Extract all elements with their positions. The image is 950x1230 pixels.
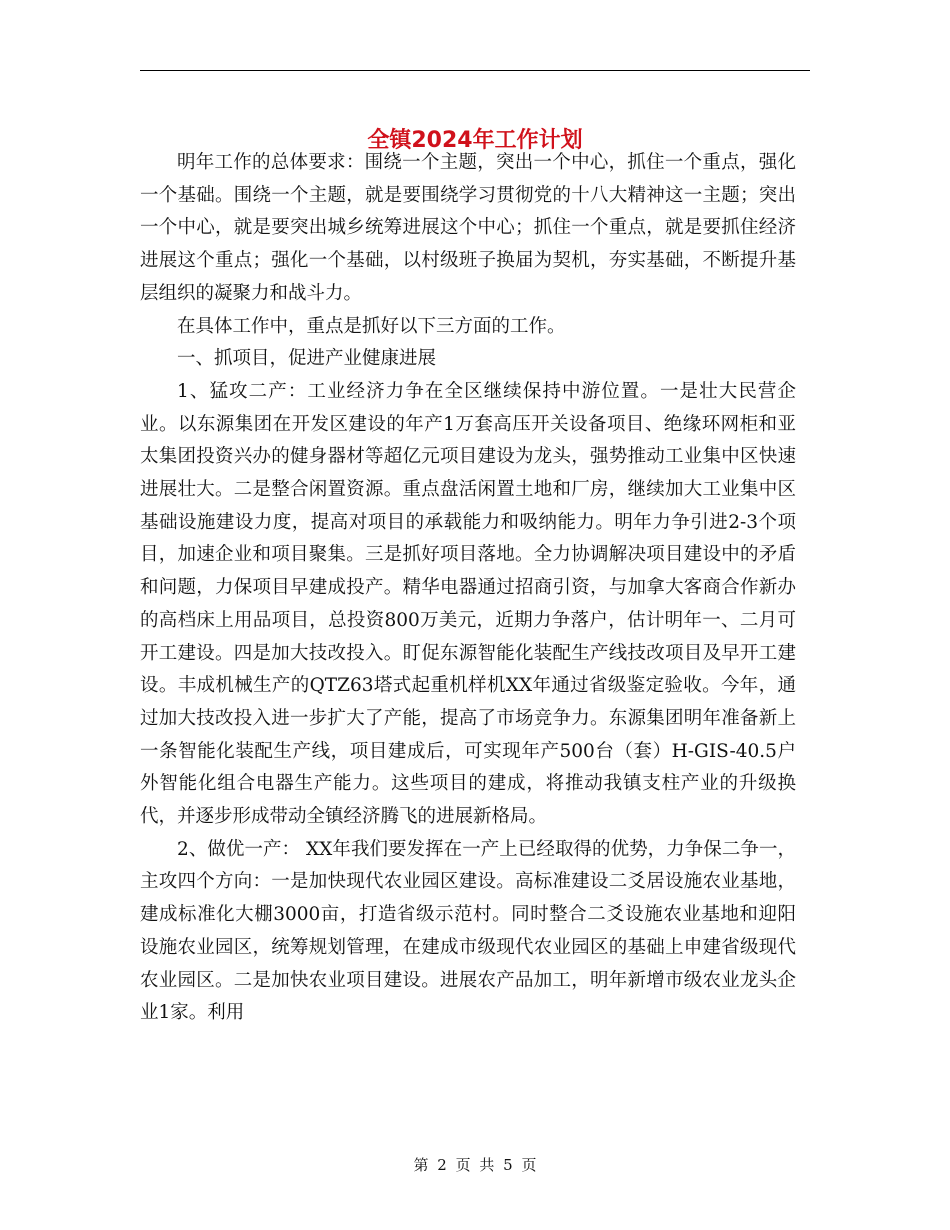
document-body xyxy=(140,147,796,1030)
paragraph-secondary-industry: 1、猛攻二产：工业经济力争在全区继续保持中游位置。一是壮大民营企业。以东源集团在开发区建设的年产1万套高压开关设备项目、绝缘环网柜和亚太集团投资兴办的健身器材等超亿元项目建设为龙头，强势推动工业集中区快速进展壮大。二是整合闲置资源。重点盘活闲置土地和厂房，继续加大工业集中区基础设施建设力度，提高对项目的承载能力和吸纳能力。明年力争引进2-3个项目，加速企业和项目聚集。三是抓好项目落地。全力协调解决项目建设中的矛盾和问题，力保项目早建成投产。精华电器通过招商引资，与加拿大客商合作新办的高档床上用品项目，总投资800万美元，近期力争落户，估计明年一、二月可开工建设。四是加大技改投入。盯促东源智能化装配生产线技改项目及早开工建设。丰成机械生产的QTZ63塔式起重机样机XX年通过省级鉴定验收。今年，通过加大技改投入进一步扩大了产能，提高了市场竞争力。东源集团明年准备新上一条智能化装配生产线，项目建成后，可实现年产500台（套）H-GIS-40.5户外智能化组合电器生产能力。这些项目的建成，将推动我镇支柱产业的升级换代，并逐步形成带动全镇经济腾飞的进展新格局。 xyxy=(140,380,796,828)
paragraph-overview: 明年工作的总体要求：围绕一个主题，突出一个中心，抓住一个重点，强化一个基础。围绕一个主题，就是要围绕学习贯彻党的十八大精神这一主题；突出一个中心，就是要突出城乡统筹进展这个中心；抓住一个重点，就是要抓住经济进展这个重点；强化一个基础，以村级班子换届为契机，夯实基础，不断提升基层组织的凝聚力和战斗力。 xyxy=(140,152,796,304)
paragraph-primary-industry: 2、做优一产： XX年我们要发挥在一产上已经取得的优势，力争保二争一，主攻四个方向：一是加快现代农业园区建设。高标准建设二爻居设施农业基地，建成标准化大棚3000亩，打造省级示范村。同时整合二爻设施农业基地和迎阳设施农业园区，统筹规划管理，在建成市级现代农业园区的基础上申建省级现代农业园区。二是加快农业项目建设。进展农产品加工，明年新增市级农业龙头企业1家。利用 xyxy=(140,838,796,1024)
page-number: 第 2 页 共 5 页 xyxy=(413,1156,537,1174)
header-rule xyxy=(140,70,810,71)
paragraph-intro: 在具体工作中，重点是抓好以下三方面的工作。 xyxy=(177,315,566,337)
section-heading-projects: 一、抓项目，促进产业健康进展 xyxy=(177,348,437,370)
document-title: 全镇2024年工作计划 xyxy=(367,127,583,153)
